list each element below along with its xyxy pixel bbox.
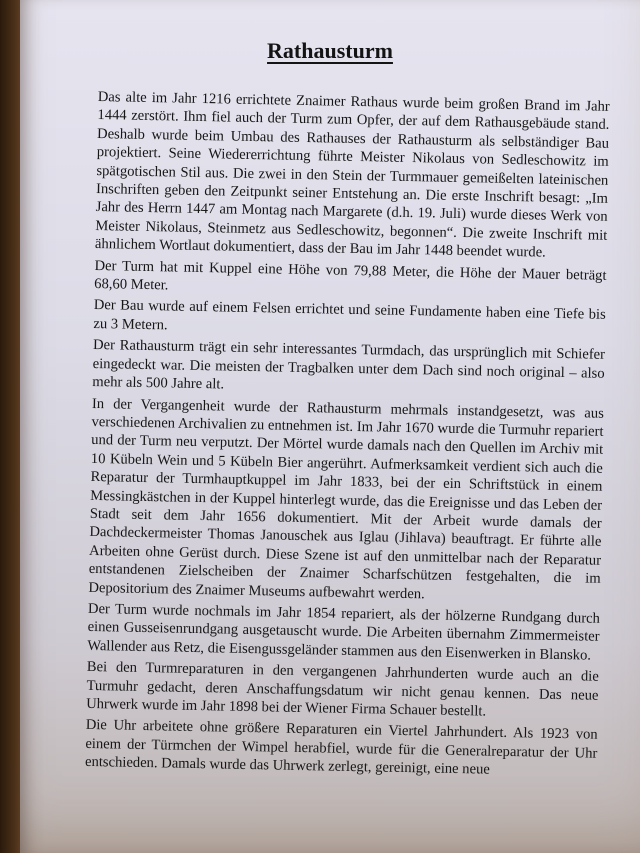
paragraph-height: Der Turm hat mit Kuppel eine Höhe von 79,88 Meter, die Höhe der Mauer beträgt 68,60 Meter. [94,257,607,294]
paragraph-tower-clock: Bei den Turmreparaturen in den vergangenen Jahrhunderten wurde auch an die Turmuhr gedacht, deren Anschaffungsdatum wir nicht genau kennen. Das neue Uhrwerk wurde im Jahr 1898 bei der Wiener Firma Schauer bestellt. [86,659,599,720]
paragraph-roof: Der Rathausturm trägt ein sehr interessantes Turmdach, das ursprünglich mit Schiefer eingedeckt war. Die meisten der Tragbalken unter dem Dach sind noch original – also mehr als 500 Jahre alt. [92,337,606,393]
paragraph-repairs: In der Vergangenheit wurde der Rathausturm mehrmals instandgesetzt, was aus verschiedenen Archivalien zu entnehmen ist. Im Jahr 1670 wurde die Turmuhr repariert und der Turm neu verputzt. Der Mörtel wurde damals nach den Quellen im Archiv mit 10 Kübeln Wein und 5 Kübeln Bier angerührt. Aufmerksamkeit verdient sich auch die Reparatur der Turmhauptkuppel im Jahr 1833, bei der ein Schriftstück in einem Messingkästchen in der Kuppel hinterlegt wurde, das die Ereignisse und das Leben der Stadt seit dem Jahr 1656 dokumentiert. Mit der Arbeit wurde damals der Dachdeckermeister Thomas Janouschek aus Iglau (Jihlava) beauftragt. Er führte alle Arbeiten ohne Gerüst durch. Diese Szene ist auf den unmittelbar nach der Reparatur entstandenen Zielscheiben der Znaimer Scharfschützen festgehalten, die im Depositorium des Znaimer Museums aufbewahrt werden. [88,395,605,602]
paragraph-clock-repair: Die Uhr arbeitete ohne größere Reparaturen ein Viertel Jahrhundert. Als 1923 von einem der Türmchen der Wimpel herabfiel, wurde für die Generalreparatur der Uhr entschieden. Damals wurde das Uhrwerk zerlegt, gereinigt, eine neue [84,717,598,778]
paragraph-foundation: Der Bau wurde auf einem Felsen errichtet und seine Fundamente haben eine Tiefe bis zu 3 Metern. [93,297,606,334]
document-title-text: Rathausturm [267,38,393,63]
paragraph-history: Das alte im Jahr 1216 errichtete Znaimer Rathaus wurde beim großen Brand im Jahr 1444 zerstört. Ihm fiel auch der Turm zum Opfer, der auf dem Rathausgebäude stand. Deshalb wurde beim Umbau des Rathauses der Rathausturm als selbständiger Bau projektiert. Seine Wiedererrichtung führte Meister Nikolaus von Sedleschowitz im spätgotischen Stil aus. Die zwei in den Stein der Turmmauer gemeißelten lateinischen Inschriften geben den Zeitpunkt seiner Entstehung an. Die erste Inschrift besagt: „Im Jahr des Herrn 1447 am Montag nach Margarete (d.h. 19. Juli) wurde dieses Werk von Meister Nikolaus, Steinmetz aus Sedleschowitz, begonnen“. Die zweite Inschrift mit ähnlichem Wortlaut dokumentiert, dass der Bau im Jahr 1448 beendet wurde. [94,88,610,261]
document-body [85,88,610,784]
document-sheet [20,0,640,853]
document-title [20,38,640,64]
paragraph-1854-repair: Der Turm wurde nochmals im Jahr 1854 repariert, als der hölzerne Rundgang durch einen Gusseisenrundgang ausgetauscht wurde. Die Arbeiten übernahm Zimmermeister Wallender aus Retz, die Eisengussgeländer stammen aus den Eisenwerken in Blansko. [87,600,601,664]
